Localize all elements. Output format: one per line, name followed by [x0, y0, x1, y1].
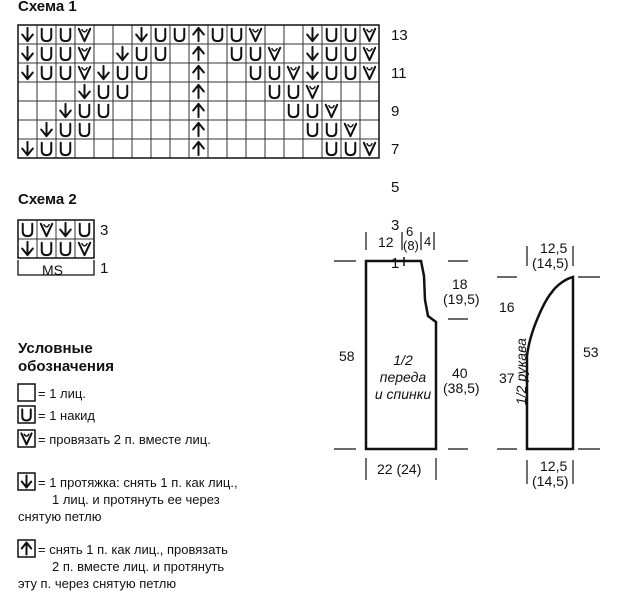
- grid-cell: [132, 101, 151, 120]
- body-neck-bottom: (8): [403, 238, 419, 253]
- scheme2-row-numbers: [100, 222, 108, 277]
- body-armhole-height: 18: [452, 276, 468, 292]
- legend-title: [18, 340, 114, 376]
- grid-cell: [284, 120, 303, 139]
- grid-cell: [170, 44, 189, 63]
- grid-cell: [132, 120, 151, 139]
- body-armhole-height-alt: (19,5): [443, 291, 480, 307]
- grid-cell: [94, 44, 113, 63]
- grid-cell: [246, 120, 265, 139]
- grid-cell: [208, 120, 227, 139]
- grid-cell: [227, 82, 246, 101]
- grid-cell: [227, 63, 246, 82]
- body-label-line1: 1/2: [393, 352, 413, 368]
- grid-cell: [151, 82, 170, 101]
- grid-cell: [170, 63, 189, 82]
- body-total-height: 58: [339, 348, 355, 364]
- scheme2-title: Схема 2: [18, 191, 77, 208]
- grid-cell: [94, 139, 113, 158]
- body-neck-top: 6: [406, 224, 414, 239]
- body-label-line2: переда: [379, 369, 427, 385]
- sleeve-top-width-alt: (14,5): [532, 255, 569, 271]
- grid-cell: [284, 139, 303, 158]
- legend-sk2p-line3: эту п. через снятую петлю: [18, 576, 177, 591]
- sleeve-outline: [527, 277, 573, 449]
- grid-cell: [113, 139, 132, 158]
- grid-cell: [322, 82, 341, 101]
- body-label: [372, 352, 434, 403]
- sleeve-bottom-width: 12,5: [540, 458, 568, 474]
- legend-ssk-line3: снятую петлю: [18, 509, 102, 524]
- grid-cell: [265, 25, 284, 44]
- legend-icons: [18, 384, 35, 557]
- grid-cell: [170, 120, 189, 139]
- grid-cell: [265, 139, 284, 158]
- grid-cell: [94, 25, 113, 44]
- body-bottom-width: 22 (24): [377, 461, 422, 477]
- row-number: 3: [391, 217, 400, 234]
- scheme2-repeat-label: MS: [42, 262, 63, 278]
- grid-cell: [303, 139, 322, 158]
- body-label-line3: и спинки: [374, 386, 432, 402]
- grid-cell: [341, 82, 360, 101]
- legend-ssk-line1: = 1 протяжка: снять 1 п. как лиц.,: [38, 475, 238, 490]
- legend-sk2p-line2: 2 п. вместе лиц. и протянуть: [52, 559, 225, 574]
- legend-item-sk2p: [18, 541, 228, 592]
- scheme1-grid: [18, 25, 379, 158]
- grid-cell: [56, 82, 75, 101]
- row-number: 7: [391, 141, 400, 158]
- grid-cell: [37, 101, 56, 120]
- row-number: 5: [391, 179, 400, 196]
- sleeve-cap-height: 16: [499, 299, 515, 315]
- scheme1-title: Схема 1: [18, 0, 77, 15]
- grid-cell: [94, 120, 113, 139]
- grid-cell: [208, 139, 227, 158]
- body-side-height-alt: (38,5): [443, 380, 480, 396]
- grid-cell: [284, 25, 303, 44]
- body-top-width: 12: [378, 234, 394, 250]
- row-number: 1: [391, 255, 400, 272]
- grid-cell: [360, 82, 379, 101]
- grid-cell: [360, 101, 379, 120]
- grid-cell: [18, 101, 37, 120]
- grid-cell: [208, 101, 227, 120]
- grid-cell: [246, 82, 265, 101]
- grid-cell: [113, 25, 132, 44]
- grid-cell: [151, 120, 170, 139]
- grid-cell: [170, 82, 189, 101]
- row-number: 11: [391, 65, 407, 82]
- sleeve-lower-height: 37: [499, 370, 515, 386]
- grid-cell: [18, 82, 37, 101]
- body-shoulder: 4: [424, 234, 432, 249]
- grid-cell: [208, 63, 227, 82]
- row-number: 3: [100, 222, 109, 239]
- grid-cell: [75, 139, 94, 158]
- body-side-height: 40: [452, 365, 468, 381]
- legend-item-k2tog: = провязать 2 п. вместе лиц.: [38, 432, 211, 447]
- legend-title-line2: обозначения: [18, 358, 114, 375]
- legend-icon-box: [18, 384, 35, 401]
- grid-cell: [208, 82, 227, 101]
- grid-cell: [208, 44, 227, 63]
- sleeve-bottom-width-alt: (14,5): [532, 473, 569, 489]
- grid-cell: [284, 44, 303, 63]
- grid-cell: [227, 101, 246, 120]
- grid-cell: [246, 139, 265, 158]
- sleeve-top-width: 12,5: [540, 240, 568, 256]
- legend-title-line1: Условные: [18, 340, 93, 357]
- grid-cell: [113, 120, 132, 139]
- legend-sk2p-line1: = снять 1 п. как лиц., провязать: [38, 542, 228, 557]
- grid-cell: [151, 63, 170, 82]
- sleeve-total-height: 53: [583, 344, 599, 360]
- grid-cell: [227, 120, 246, 139]
- row-number: 9: [391, 103, 400, 120]
- grid-cell: [227, 139, 246, 158]
- legend-ssk-line2: 1 лиц. и протянуть ее через: [52, 492, 220, 507]
- grid-cell: [18, 120, 37, 139]
- grid-cell: [37, 82, 56, 101]
- grid-cell: [341, 101, 360, 120]
- grid-cell: [170, 139, 189, 158]
- row-number: 13: [391, 27, 408, 44]
- grid-cell: [132, 139, 151, 158]
- row-number: 1: [100, 260, 109, 277]
- grid-cell: [151, 139, 170, 158]
- grid-cell: [151, 101, 170, 120]
- grid-cell: [265, 120, 284, 139]
- legend-item-knit: = 1 лиц.: [38, 386, 86, 401]
- sleeve-label: 1/2 рукава: [513, 338, 529, 405]
- legend-item-ssk: [18, 474, 238, 525]
- grid-cell: [360, 120, 379, 139]
- grid-cell: [113, 101, 132, 120]
- grid-cell: [170, 101, 189, 120]
- grid-cell: [132, 82, 151, 101]
- grid-cell: [265, 101, 284, 120]
- legend-item-yarn-over: = 1 накид: [38, 408, 95, 423]
- grid-cell: [246, 101, 265, 120]
